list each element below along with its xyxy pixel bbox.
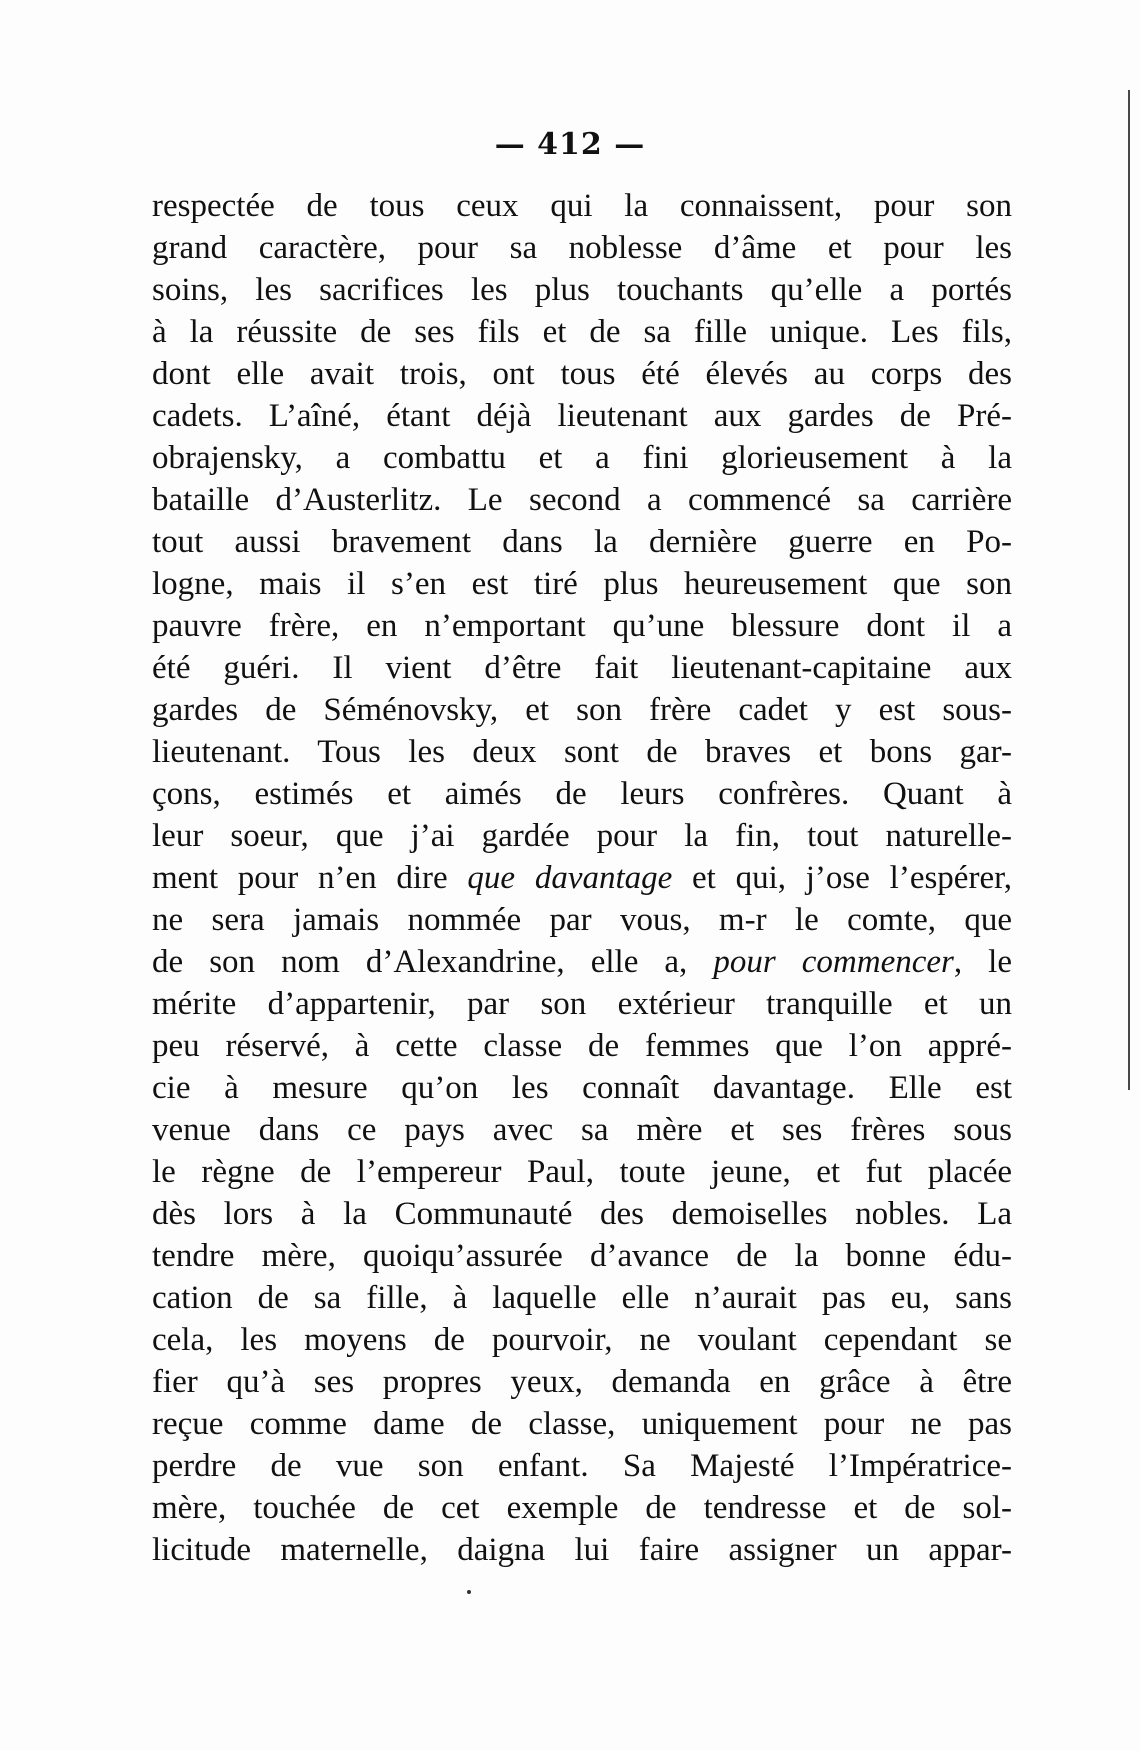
ink-dot xyxy=(467,1590,471,1594)
text-line: dont elle avait trois, ont tous été élevés au corps des xyxy=(152,356,1012,392)
text-line: pauvre frère, en n’emportant qu’une blessure dont il a xyxy=(152,608,1012,644)
text-line: cie à mesure qu’on les connaît davantage. Elle est xyxy=(152,1070,1012,1106)
text-line: venue dans ce pays avec sa mère et ses frères sous xyxy=(152,1112,1012,1148)
text-line: tendre mère, quoiqu’assurée d’avance de la bonne édu- xyxy=(152,1238,1012,1274)
italic-phrase: pour commencer xyxy=(713,944,954,980)
text-line: été guéri. Il vient d’être fait lieutenant-capitaine aux xyxy=(152,650,1012,686)
text-line: tout aussi bravement dans la dernière guerre en Po- xyxy=(152,524,1012,560)
body-text xyxy=(152,185,1012,1571)
text-line: ne sera jamais nommée par vous, m-r le comte, que xyxy=(152,902,1012,938)
text-line: leur soeur, que j’ai gardée pour la fin, tout naturelle- xyxy=(152,818,1012,854)
text-line: reçue comme dame de classe, uniquement pour ne pas xyxy=(152,1406,1012,1442)
text-line: gardes de Séménovsky, et son frère cadet y est sous- xyxy=(152,692,1012,728)
text-line xyxy=(152,857,1012,899)
page-number: — 412 — xyxy=(494,127,646,162)
text-line: cation de sa fille, à laquelle elle n’aurait pas eu, sans xyxy=(152,1280,1012,1316)
text-line: grand caractère, pour sa noblesse d’âme et pour les xyxy=(152,230,1012,266)
italic-phrase: que davantage xyxy=(467,860,673,896)
text-line: soins, les sacrifices les plus touchants qu’elle a portés xyxy=(152,272,1012,308)
text-segment: , le xyxy=(953,944,1012,980)
text-line: lieutenant. Tous les deux sont de braves et bons gar- xyxy=(152,734,1012,770)
text-line: licitude maternelle, daigna lui faire assigner un appar- xyxy=(152,1532,1012,1568)
text-line: çons, estimés et aimés de leurs confrères. Quant à xyxy=(152,776,1012,812)
text-line: à la réussite de ses fils et de sa fille unique. Les fils, xyxy=(152,314,1012,350)
text-line xyxy=(152,941,1012,983)
text-line: mère, touchée de cet exemple de tendresse et de sol- xyxy=(152,1490,1012,1526)
text-line: fier qu’à ses propres yeux, demanda en grâce à être xyxy=(152,1364,1012,1400)
text-line: le règne de l’empereur Paul, toute jeune, et fut placée xyxy=(152,1154,1012,1190)
text-line: respectée de tous ceux qui la connaissent, pour son xyxy=(152,188,1012,224)
text-line: perdre de vue son enfant. Sa Majesté l’Impératrice- xyxy=(152,1448,1012,1484)
text-line: dès lors à la Communauté des demoiselles nobles. La xyxy=(152,1196,1012,1232)
text-line: logne, mais il s’en est tiré plus heureusement que son xyxy=(152,566,1012,602)
text-line: cela, les moyens de pourvoir, ne voulant cependant se xyxy=(152,1322,1012,1358)
text-line: peu réservé, à cette classe de femmes que l’on appré- xyxy=(152,1028,1012,1064)
text-line: obrajensky, a combattu et a fini glorieusement à la xyxy=(152,440,1012,476)
text-line: bataille d’Austerlitz. Le second a commencé sa carrière xyxy=(152,482,1012,518)
text-segment: ment pour n’en dire xyxy=(152,860,468,896)
text-line: cadets. L’aîné, étant déjà lieutenant aux gardes de Pré- xyxy=(152,398,1012,434)
text-segment: de son nom d’Alexandrine, elle a, xyxy=(152,944,714,980)
text-segment: et qui, j’ose l’espérer, xyxy=(672,860,1013,896)
page-edge-line xyxy=(1128,90,1130,1090)
text-line: mérite d’appartenir, par son extérieur tranquille et un xyxy=(152,986,1012,1022)
